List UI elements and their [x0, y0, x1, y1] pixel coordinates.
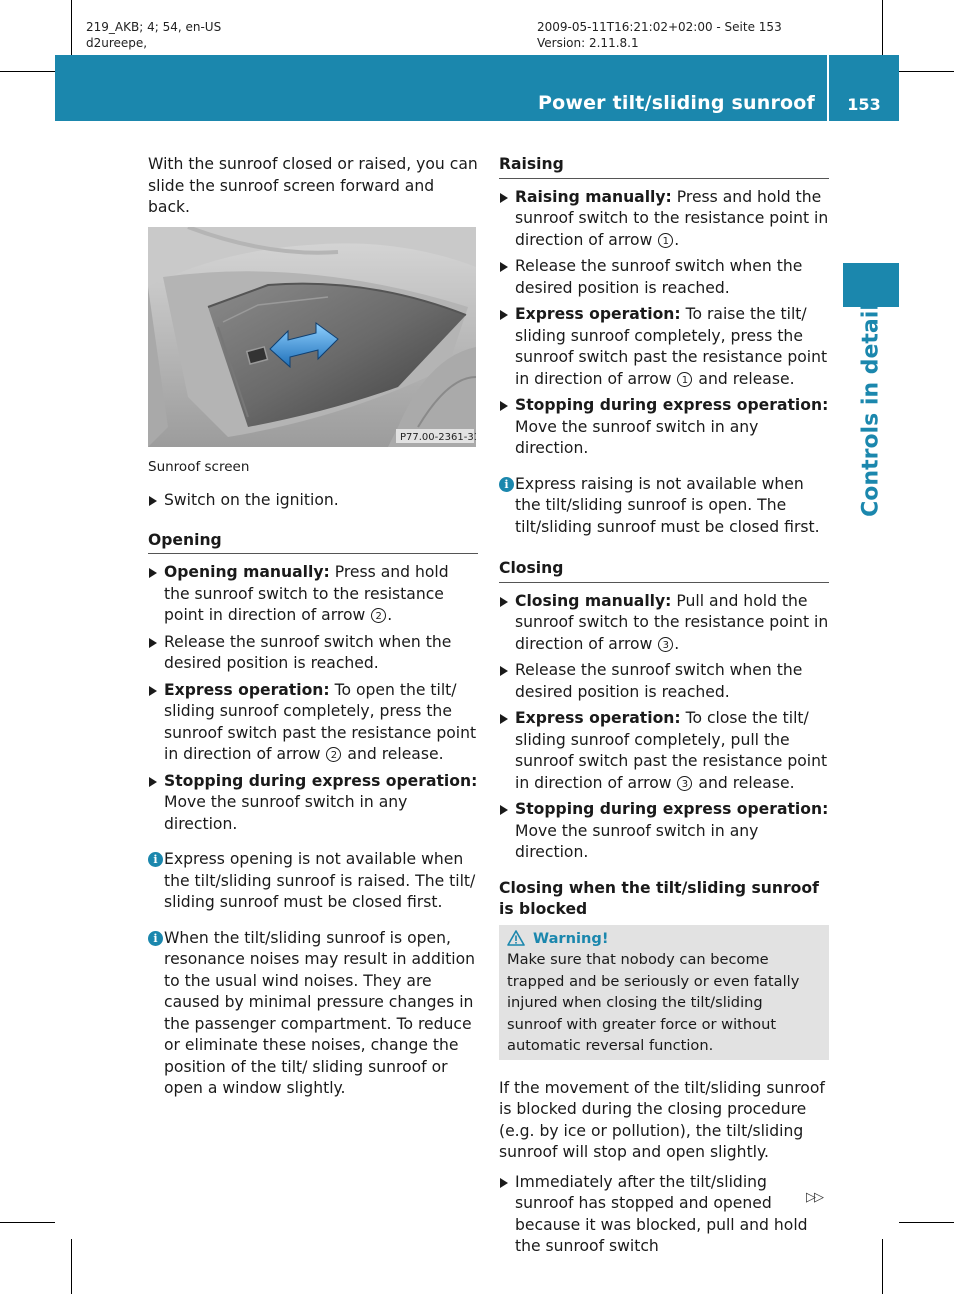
step-text: . [674, 230, 680, 249]
figure-code: P77.00-2361-31 [400, 431, 476, 443]
step-arrow-icon [500, 666, 508, 676]
meta-line: 219_AKB; 4; 54, en-US [86, 20, 222, 34]
section-heading: Raising [499, 154, 829, 179]
step-text: Move the sunroof switch in any direction. [164, 793, 408, 833]
step-item [499, 395, 829, 460]
section-title: Power tilt/sliding sunroof [537, 92, 815, 114]
step-label: Stopping during express operation: [164, 771, 478, 790]
print-meta-left [86, 19, 221, 51]
step-item [499, 708, 829, 794]
intro-text: With the sunroof closed or raised, you can slide the sunroof screen forward and back. [148, 155, 478, 216]
crop-mark [882, 1239, 883, 1294]
step-text: Immediately after the tilt/sliding sunroof has stopped and opened because it was blocked, pull and hold the sunroof switch [515, 1172, 808, 1255]
step-text: Press and hold the sunroof switch to the resistance point in direction of arrow [515, 187, 829, 249]
step-item [148, 680, 478, 766]
step-item [148, 771, 478, 836]
crop-mark [882, 0, 883, 55]
print-meta-right [537, 19, 782, 51]
arrow-number: 3 [677, 776, 692, 791]
info-icon: i [499, 477, 514, 492]
left-column [148, 154, 478, 1114]
warning-header [507, 928, 821, 950]
step-text: Move the sunroof switch in any direction. [515, 417, 759, 457]
info-note [499, 474, 829, 539]
arrow-number: 3 [658, 637, 673, 652]
step-text: . [674, 634, 680, 653]
section-heading: Opening [148, 530, 478, 555]
warning-box [499, 925, 829, 1060]
warning-icon [507, 930, 525, 946]
info-note [148, 928, 478, 1100]
step-text: Release the sunroof switch when the desired position is reached. [164, 632, 452, 672]
step-text: and release. [342, 745, 444, 763]
crop-mark [71, 0, 72, 55]
step-label: Express operation: [515, 709, 681, 727]
step-item [499, 304, 829, 390]
step-text: Release the sunroof switch when the desired position is reached. [515, 661, 803, 701]
step-item [499, 187, 829, 252]
meta-line: 2009-05-11T16:21:02+02:00 - Seite 153 [537, 20, 782, 34]
step-arrow-icon [149, 777, 157, 787]
step-arrow-icon [500, 714, 508, 724]
step-item [499, 660, 829, 703]
body-text: If the movement of the tilt/sliding sunroof is blocked during the closing procedure (e.g. by ice or pollution), the tilt/sliding sunroof will stop and open slightly. [499, 1078, 825, 1161]
step-item [499, 799, 829, 864]
step-item [499, 256, 829, 299]
step-text: Press and hold the sunroof switch to the resistance point in direction of arrow [164, 563, 449, 624]
step-label: Express operation: [515, 305, 681, 323]
step-text: Move the sunroof switch in any direction. [515, 821, 759, 861]
step-item [499, 591, 829, 656]
figure-caption: Sunroof screen [148, 458, 250, 475]
subsection-heading: Closing when the tilt/sliding sunroof is blocked [499, 878, 819, 918]
step-text: To open the tilt/ sliding sunroof completely, press the sunroof switch past the resistance point in direction of arrow [164, 680, 477, 763]
arrow-number: 2 [326, 747, 341, 762]
step-arrow-icon [500, 1178, 508, 1188]
step-text: Release the sunroof switch when the desired position is reached. [515, 257, 803, 297]
step-item [148, 562, 478, 627]
step-text: To raise the tilt/ sliding sunroof completely, press the sunroof switch past the resistance point in direction of arrow [515, 305, 828, 388]
sunroof-illustration [148, 227, 476, 447]
header-bar [55, 55, 899, 121]
step-text: . [387, 606, 393, 624]
step-arrow-icon [500, 262, 508, 272]
step-text: and release. [693, 369, 795, 388]
info-icon: i [148, 931, 163, 946]
step-arrow-icon [149, 496, 157, 506]
step-item [148, 490, 478, 512]
page-number: 153 [847, 95, 881, 114]
crop-mark [899, 71, 954, 72]
step-text: Switch on the ignition. [164, 491, 339, 509]
section-heading: Closing [499, 558, 829, 583]
info-text: Express opening is not available when the tilt/sliding sunroof is raised. The tilt/ sliding sunroof must be closed first. [164, 850, 476, 911]
warning-title: Warning! [533, 929, 609, 947]
step-text: To close the tilt/ sliding sunroof completely, pull the sunroof switch past the resistance point in direction of arrow [515, 709, 828, 792]
crop-mark [71, 1239, 72, 1294]
step-label: Opening manually: [164, 563, 330, 581]
step-label: Closing manually: [515, 591, 672, 610]
sunroof-figure [148, 227, 476, 447]
arrow-number: 1 [658, 233, 673, 248]
step-item [148, 632, 478, 675]
step-text: Pull and hold the sunroof switch to the resistance point in direction of arrow [515, 591, 829, 653]
info-text: Express raising is not available when the tilt/sliding sunroof is open. The tilt/sliding sunroof must be closed first. [515, 474, 820, 536]
step-item [499, 1172, 829, 1258]
warning-text: Make sure that nobody can become trapped and be seriously or even fatally injured when closing the tilt/sliding sunroof with greater force or without automatic reversal function. [507, 951, 800, 1054]
step-arrow-icon [500, 805, 508, 815]
info-note [148, 849, 478, 914]
step-label: Raising manually: [515, 187, 672, 206]
meta-line: Version: 2.11.8.1 [537, 36, 639, 50]
crop-mark [0, 1222, 55, 1223]
arrow-number: 2 [371, 608, 386, 623]
step-arrow-icon [500, 401, 508, 411]
step-text: and release. [693, 773, 795, 792]
chapter-label: Controls in detail [858, 303, 884, 517]
arrow-number: 1 [677, 372, 692, 387]
step-label: Express operation: [164, 680, 330, 699]
step-label: Stopping during express operation: [515, 800, 829, 818]
crop-mark [899, 1222, 954, 1223]
step-label: Stopping during express operation: [515, 396, 829, 414]
step-arrow-icon [149, 686, 157, 696]
right-column [499, 154, 829, 1263]
info-text: When the tilt/sliding sunroof is open, resonance noises may result in addition to the usual wind noises. They are caused by minimal pressure changes in the passenger compartment. To reduce or eliminate these noises, change the position of the tilt/ sliding sunroof or open a window slightly. [164, 928, 476, 1097]
step-arrow-icon [149, 638, 157, 648]
step-arrow-icon [500, 597, 508, 607]
step-arrow-icon [500, 310, 508, 320]
info-icon: i [148, 852, 163, 867]
step-arrow-icon [500, 193, 508, 203]
continued-marker: ▷▷ [806, 1190, 822, 1205]
step-arrow-icon [149, 568, 157, 578]
meta-line: d2ureepe, [86, 36, 148, 50]
crop-mark [0, 71, 55, 72]
chapter-tab [843, 263, 899, 307]
